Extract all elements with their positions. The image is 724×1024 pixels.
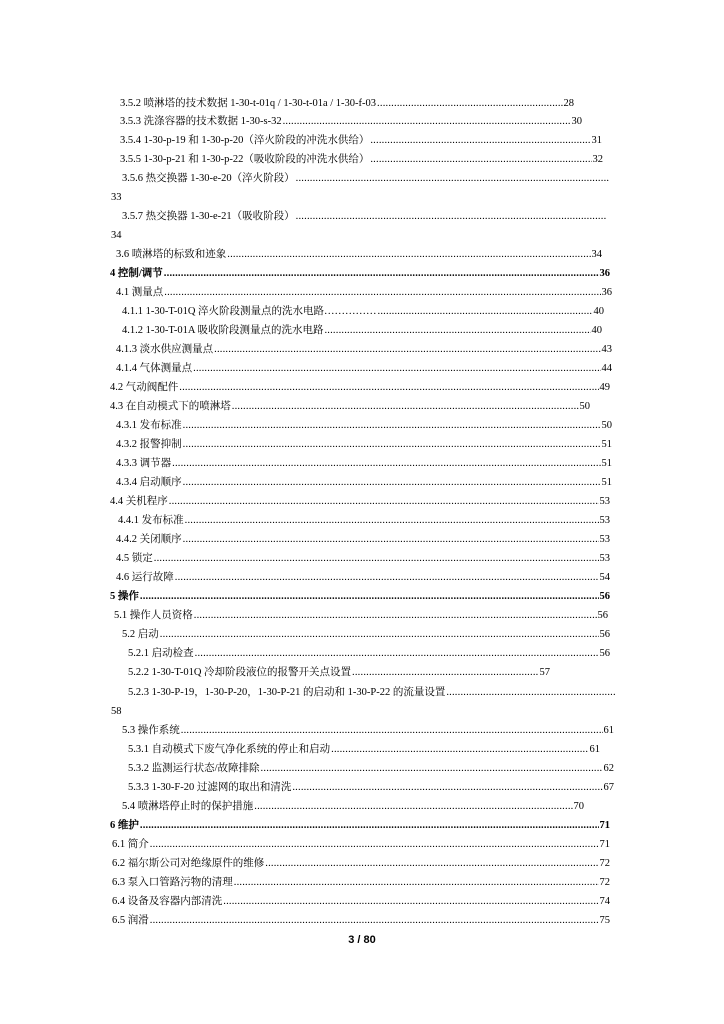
toc-entry[interactable]: 6 维护 ..... 71 bbox=[110, 819, 610, 833]
toc-entry[interactable]: 3.5.7 热交换器 1-30-e-21（吸收阶段） ..... bbox=[122, 210, 608, 224]
toc-entry[interactable]: 4.5 锁定 ..... 53 bbox=[116, 552, 610, 566]
toc-entry[interactable]: 5.2.3 1-30-P-19，1-30-P-20，1-30-P-21 的启动和 1-30-P-22 的流量设置 ..... bbox=[128, 686, 616, 700]
toc-entry[interactable]: 4.1.3 淡水供应测量点 ..... 43 bbox=[116, 343, 612, 357]
toc-page-number: 34 bbox=[111, 230, 122, 241]
toc-entry[interactable]: 4.3.4 启动顺序 ..... 51 bbox=[116, 476, 612, 490]
toc-entry[interactable]: 5.2 启动 ..... 56 bbox=[122, 628, 610, 642]
toc-entry[interactable]: 6.4 设备及容器内部清洗 ..... 74 bbox=[112, 895, 610, 909]
toc-entry[interactable]: 4.1.2 1-30-T-01A 吸收阶段测量点的洗水电路 ..... 40 bbox=[122, 324, 602, 338]
toc-entry[interactable]: 4.3.2 报警抑制 ..... 51 bbox=[116, 438, 612, 452]
toc-entry[interactable]: 3.6 喷淋塔的标致和迹象 ..... 34 bbox=[116, 248, 602, 262]
toc-page-number: 33 bbox=[111, 192, 122, 203]
toc-entry[interactable]: 3.5.5 1-30-p-21 和 1-30-p-22（吸收阶段的冲洗水供给） ..... 32 bbox=[120, 153, 603, 167]
toc-entry[interactable]: 4.4 关机程序 ..... 53 bbox=[110, 495, 610, 509]
toc-entry[interactable]: 4.1.1 1-30-T-01Q 淬火阶段测量点的洗水电路…………… ..... 40 bbox=[122, 305, 604, 319]
toc-entry[interactable]: 5.4 喷淋塔停止时的保护措施 ..... 70 bbox=[122, 800, 584, 814]
toc-entry[interactable]: 5 操作 ..... 56 bbox=[110, 590, 610, 604]
toc-entry[interactable]: 5.3 操作系统 ..... 61 bbox=[122, 724, 614, 738]
page-number-footer bbox=[0, 934, 724, 946]
toc-entry[interactable]: 6.1 简介 ..... 71 bbox=[112, 838, 610, 852]
toc-entry[interactable]: 6.3 泵入口管路污物的清理 ..... 72 bbox=[112, 876, 610, 890]
toc-entry[interactable]: 3.5.3 洗涤容器的技术数据 1-30-s-32 ..... 30 bbox=[120, 115, 582, 129]
toc-page-number: 58 bbox=[111, 706, 122, 717]
toc-entry[interactable]: 3.5.4 1-30-p-19 和 1-30-p-20（淬火阶段的冲洗水供给） ..... 31 bbox=[120, 134, 602, 148]
toc-entry[interactable]: 5.2.2 1-30-T-01Q 冷却阶段液位的报警开关点设置 ..... 57 bbox=[128, 666, 550, 680]
toc-entry[interactable]: 4 控制/调节 ..... 36 bbox=[110, 267, 610, 281]
toc-entry[interactable]: 4.1 测量点 ..... 36 bbox=[116, 286, 612, 300]
toc-entry[interactable]: 5.2.1 启动检查 ..... 56 bbox=[128, 647, 610, 661]
page-separator: / bbox=[354, 934, 364, 946]
toc-entry[interactable]: 4.3.1 发布标准 ..... 50 bbox=[116, 419, 612, 433]
toc-entry[interactable]: 4.2 气动阀配件 ..... 49 bbox=[110, 381, 610, 395]
toc-entry[interactable]: 3.5.6 热交换器 1-30-e-20（淬火阶段） ..... bbox=[122, 172, 610, 186]
toc-entry[interactable]: 4.1.4 气体测量点 ..... 44 bbox=[116, 362, 612, 376]
toc-entry[interactable]: 4.3 在自动模式下的喷淋塔 ..... 50 bbox=[110, 400, 590, 414]
toc-entry[interactable]: 4.4.1 发布标准 ..... 53 bbox=[118, 514, 610, 528]
toc-entry[interactable]: 5.3.3 1-30-F-20 过滤网的取出和清洗 ..... 67 bbox=[128, 781, 614, 795]
toc-entry[interactable]: 5.3.2 监测运行状态/故障排除 ..... 62 bbox=[128, 762, 614, 776]
toc-entry[interactable]: 4.4.2 关闭顺序 ..... 53 bbox=[116, 533, 610, 547]
toc-entry[interactable]: 5.1 操作人员资格 ..... 56 bbox=[114, 609, 608, 623]
toc-entry[interactable]: 4.3.3 调节器 ..... 51 bbox=[116, 457, 612, 471]
toc-entry[interactable]: 4.6 运行故障 ..... 54 bbox=[116, 571, 610, 585]
toc-entry[interactable]: 5.3.1 自动模式下废气净化系统的停止和启动 ..... 61 bbox=[128, 743, 600, 757]
toc-entry[interactable]: 6.2 福尔斯公司对绝缘原件的维修 ..... 72 bbox=[112, 857, 610, 871]
total-pages: 80 bbox=[363, 934, 376, 946]
current-page: 3 bbox=[348, 934, 355, 946]
toc-entry[interactable]: 3.5.2 喷淋塔的技术数据 1-30-t-01q / 1-30-t-01a / 1-30-f-03 ..... 28 bbox=[120, 97, 574, 111]
toc-entry[interactable]: 6.5 润滑 ..... 75 bbox=[112, 914, 610, 928]
